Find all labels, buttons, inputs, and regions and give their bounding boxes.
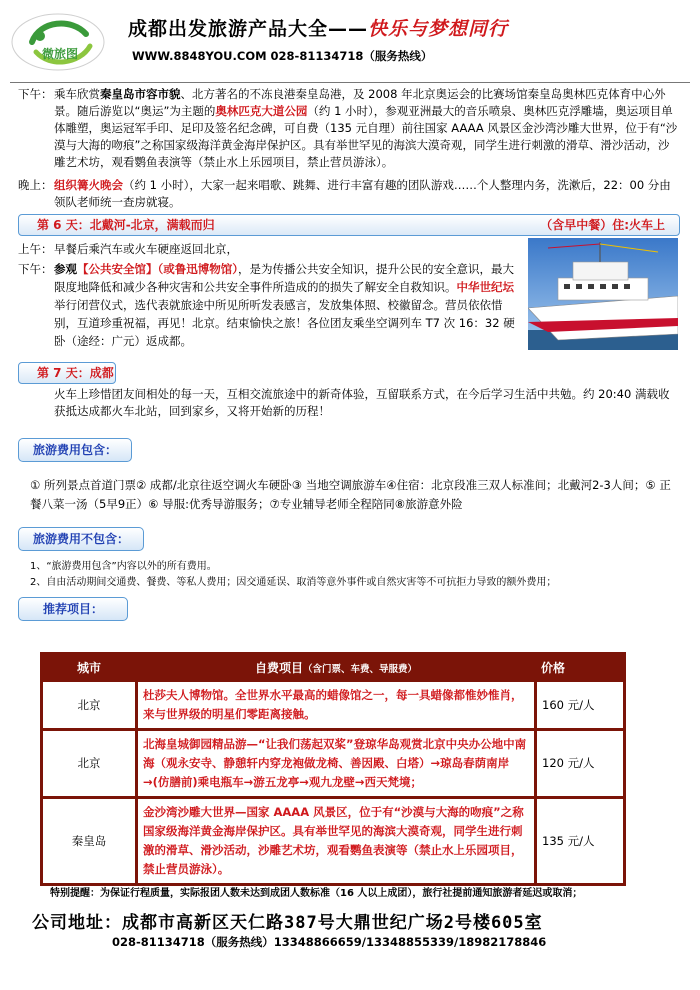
table-header-row <box>43 655 623 679</box>
col-item-note: （含门票、车费、导服费） <box>303 663 418 675</box>
col-price: 价格 <box>537 655 623 679</box>
day6-morning <box>18 241 518 258</box>
text-segment: ，是为传播公共安全知识，提升公民的安全意识，最大限度地降低和减少各种灾害和公共安全事件所造成的的损失了解安全自救知识。 <box>54 262 514 294</box>
day5-evening <box>18 177 680 211</box>
highlight-park: 奥林匹克大道公园 <box>215 104 308 118</box>
col-item-main: 自费项目 <box>254 660 303 675</box>
city-cell: 北京 <box>43 731 135 796</box>
included-text: ① 所列景点首道门票② 成都/北京往返空调火车硬卧③ 当地空调旅游车④住宿：北京段准三双人标准间；北戴河2-3人间；⑤ 正餐八菜一汤（5早9正）⑥ 导服:优秀导游服务；⑦专业辅导老师全程陪同⑧旅游意外险 <box>30 478 671 511</box>
special-notice: 特别提醒：为保证行程质量，实际报团人数未达到成团人数标准（16 人以上成团），旅行社提前通知旅游者延迟或取消； <box>50 888 583 899</box>
recommend-table <box>40 652 626 886</box>
text-segment: 乘车欣赏 <box>54 87 100 101</box>
day7-title: 第 7 天：成都 <box>37 366 114 380</box>
item-cell: 杜莎夫人博物馆。全世界水平最高的蜡像馆之一，每一具蜡像都惟妙惟肖，来与世界级的明星们零距离接触。 <box>138 682 534 728</box>
table-row <box>43 799 623 883</box>
page-header <box>10 8 690 80</box>
afternoon-label: 下午： <box>18 262 53 276</box>
highlight-century-altar: 中华世纪坛 <box>456 280 514 294</box>
highlight-city: 秦皇岛市容市貌 <box>100 87 181 101</box>
day7-band <box>18 362 116 384</box>
col-item <box>138 655 534 679</box>
day6-title: 第 6 天：北戴河-北京，满载而归 <box>37 218 215 232</box>
excluded-item: 2、自由活动期间交通费、餐费、等私人费用；因交通延误、取消等意外事件或自然灾害等不可抗拒力导致的额外费用； <box>30 577 557 588</box>
page-title <box>128 14 508 41</box>
header-subtitle: WWW.8848YOU.COM 028-81134718（服务热线） <box>132 49 433 63</box>
price-cell: 160 元/人 <box>537 682 623 728</box>
company-phones: 028-81134718（服务热线）13348866659/13348855339/18982178846 <box>112 935 547 949</box>
table-row <box>43 682 623 728</box>
evening-label: 晚上： <box>18 178 53 192</box>
col-city: 城市 <box>43 655 135 679</box>
highlight-bonfire: 组织篝火晚会 <box>54 178 123 192</box>
title-main: 成都出发旅游产品大全—— <box>128 18 369 40</box>
day5-afternoon <box>18 86 680 171</box>
day5-evening-text <box>54 177 680 211</box>
ship-photo <box>528 238 678 350</box>
title-slogan: 快乐与梦想同行 <box>368 18 509 40</box>
day6-afternoon-text <box>54 260 518 350</box>
excluded-item: 1、“旅游费用包含”内容以外的所有费用。 <box>30 561 217 572</box>
highlight-safety-hall: 【公共安全馆】（或鲁迅博物馆） <box>77 262 238 276</box>
item-cell: 北海皇城御园精品游—“让我们荡起双桨”登琼华岛观赏北京中央办公地中南海（观永安寺、静憩轩内穿龙袍做龙椅、善因殿、白塔）→琼岛春荫南岸→(仿膳前)乘电瓶车→游五龙亭→观九龙壁→西天梵境； <box>138 731 534 796</box>
included-heading: 旅游费用包含： <box>18 438 132 462</box>
item-cell: 金沙湾沙雕大世界—国家 AAAA 风景区，位于有“沙漠与大海的吻痕”之称国家级海洋黄金海岸保护区。具有举世罕见的海滨大漠奇观，同学生进行刺激的滑草、滑沙活动，沙雕艺术坊，观看鹦鱼表演等（禁止水上乐园项目，禁止营员游泳）。 <box>138 799 534 883</box>
recommend-heading: 推荐项目： <box>18 597 128 621</box>
logo-text: 微旅图 <box>41 47 79 61</box>
excluded-list <box>30 559 680 591</box>
city-cell: 秦皇岛 <box>43 799 135 883</box>
text-segment: 参观 <box>54 262 77 276</box>
day6-band <box>18 214 680 236</box>
day6-meals: （含早中餐）住:火车上 <box>540 218 665 232</box>
price-cell: 135 元/人 <box>537 799 623 883</box>
city-cell: 北京 <box>43 682 135 728</box>
day6-morning-text: 早餐后乘汽车或火车硬座返回北京， <box>54 242 238 256</box>
day6-afternoon <box>18 260 518 350</box>
text-segment: （约 1 小时），大家一起来唱歌、跳舞、进行丰富有趣的团队游戏……个人整理内务，洗漱后，22：00 分由领队老师统一查房就寝。 <box>54 178 671 209</box>
price-cell: 120 元/人 <box>537 731 623 796</box>
text-segment: （约 1 小时），参观亚洲最大的音乐喷泉、奥林匹克浮雕墙，奥运项目单体雕塑，奥运冠军手印、足印及签名纪念碑，可自费（135 元自理）前往国家 AAAA 风景区金沙湾沙雕大世界，位于有“沙漠与大海的吻痕”之称国家级海洋黄金海岸保护区。具有举世罕见的海滨大漠奇观，同学生进行刺激的滑草、滑沙活动，沙雕艺术坊，观看鹦鱼表演等（禁止水上乐园项目，禁止营员游泳）。 <box>54 104 678 169</box>
day5-afternoon-text <box>54 86 680 171</box>
table-row <box>43 731 623 796</box>
morning-label: 上午： <box>18 242 53 256</box>
company-logo <box>10 12 110 74</box>
text-segment: 、北方著名的不冻良港秦皇岛港，及 2008 年北京奥运会的比赛场馆秦皇岛奥林匹克体育中心外景。随后游览以“奥运”为主题的 <box>54 87 666 118</box>
excluded-heading: 旅游费用不包含： <box>18 527 144 551</box>
company-address: 公司地址：成都市高新区天仁路387号大鼎世纪广场2号楼605室 <box>32 913 543 933</box>
header-divider <box>10 82 690 83</box>
day7-text: 火车上珍惜团友间相处的每一天，互相交流旅途中的新奇体验，互留联系方式，在今后学习生活中共勉。约 20:40 满载收获抵达成都火车北站，回到家乡，又将开始新的历程！ <box>54 387 670 418</box>
text-segment: 举行闭营仪式，选代表就旅途中所见所听发表感言，发放集体照、校徽留念。营员依依惜别，互道珍重祝福，再见！北京。结束愉快之旅！各位团友乘坐空调列车 T7 次 16：32 硬卧（途经：广元）返成都。 <box>54 298 515 348</box>
afternoon-label: 下午： <box>18 87 53 101</box>
